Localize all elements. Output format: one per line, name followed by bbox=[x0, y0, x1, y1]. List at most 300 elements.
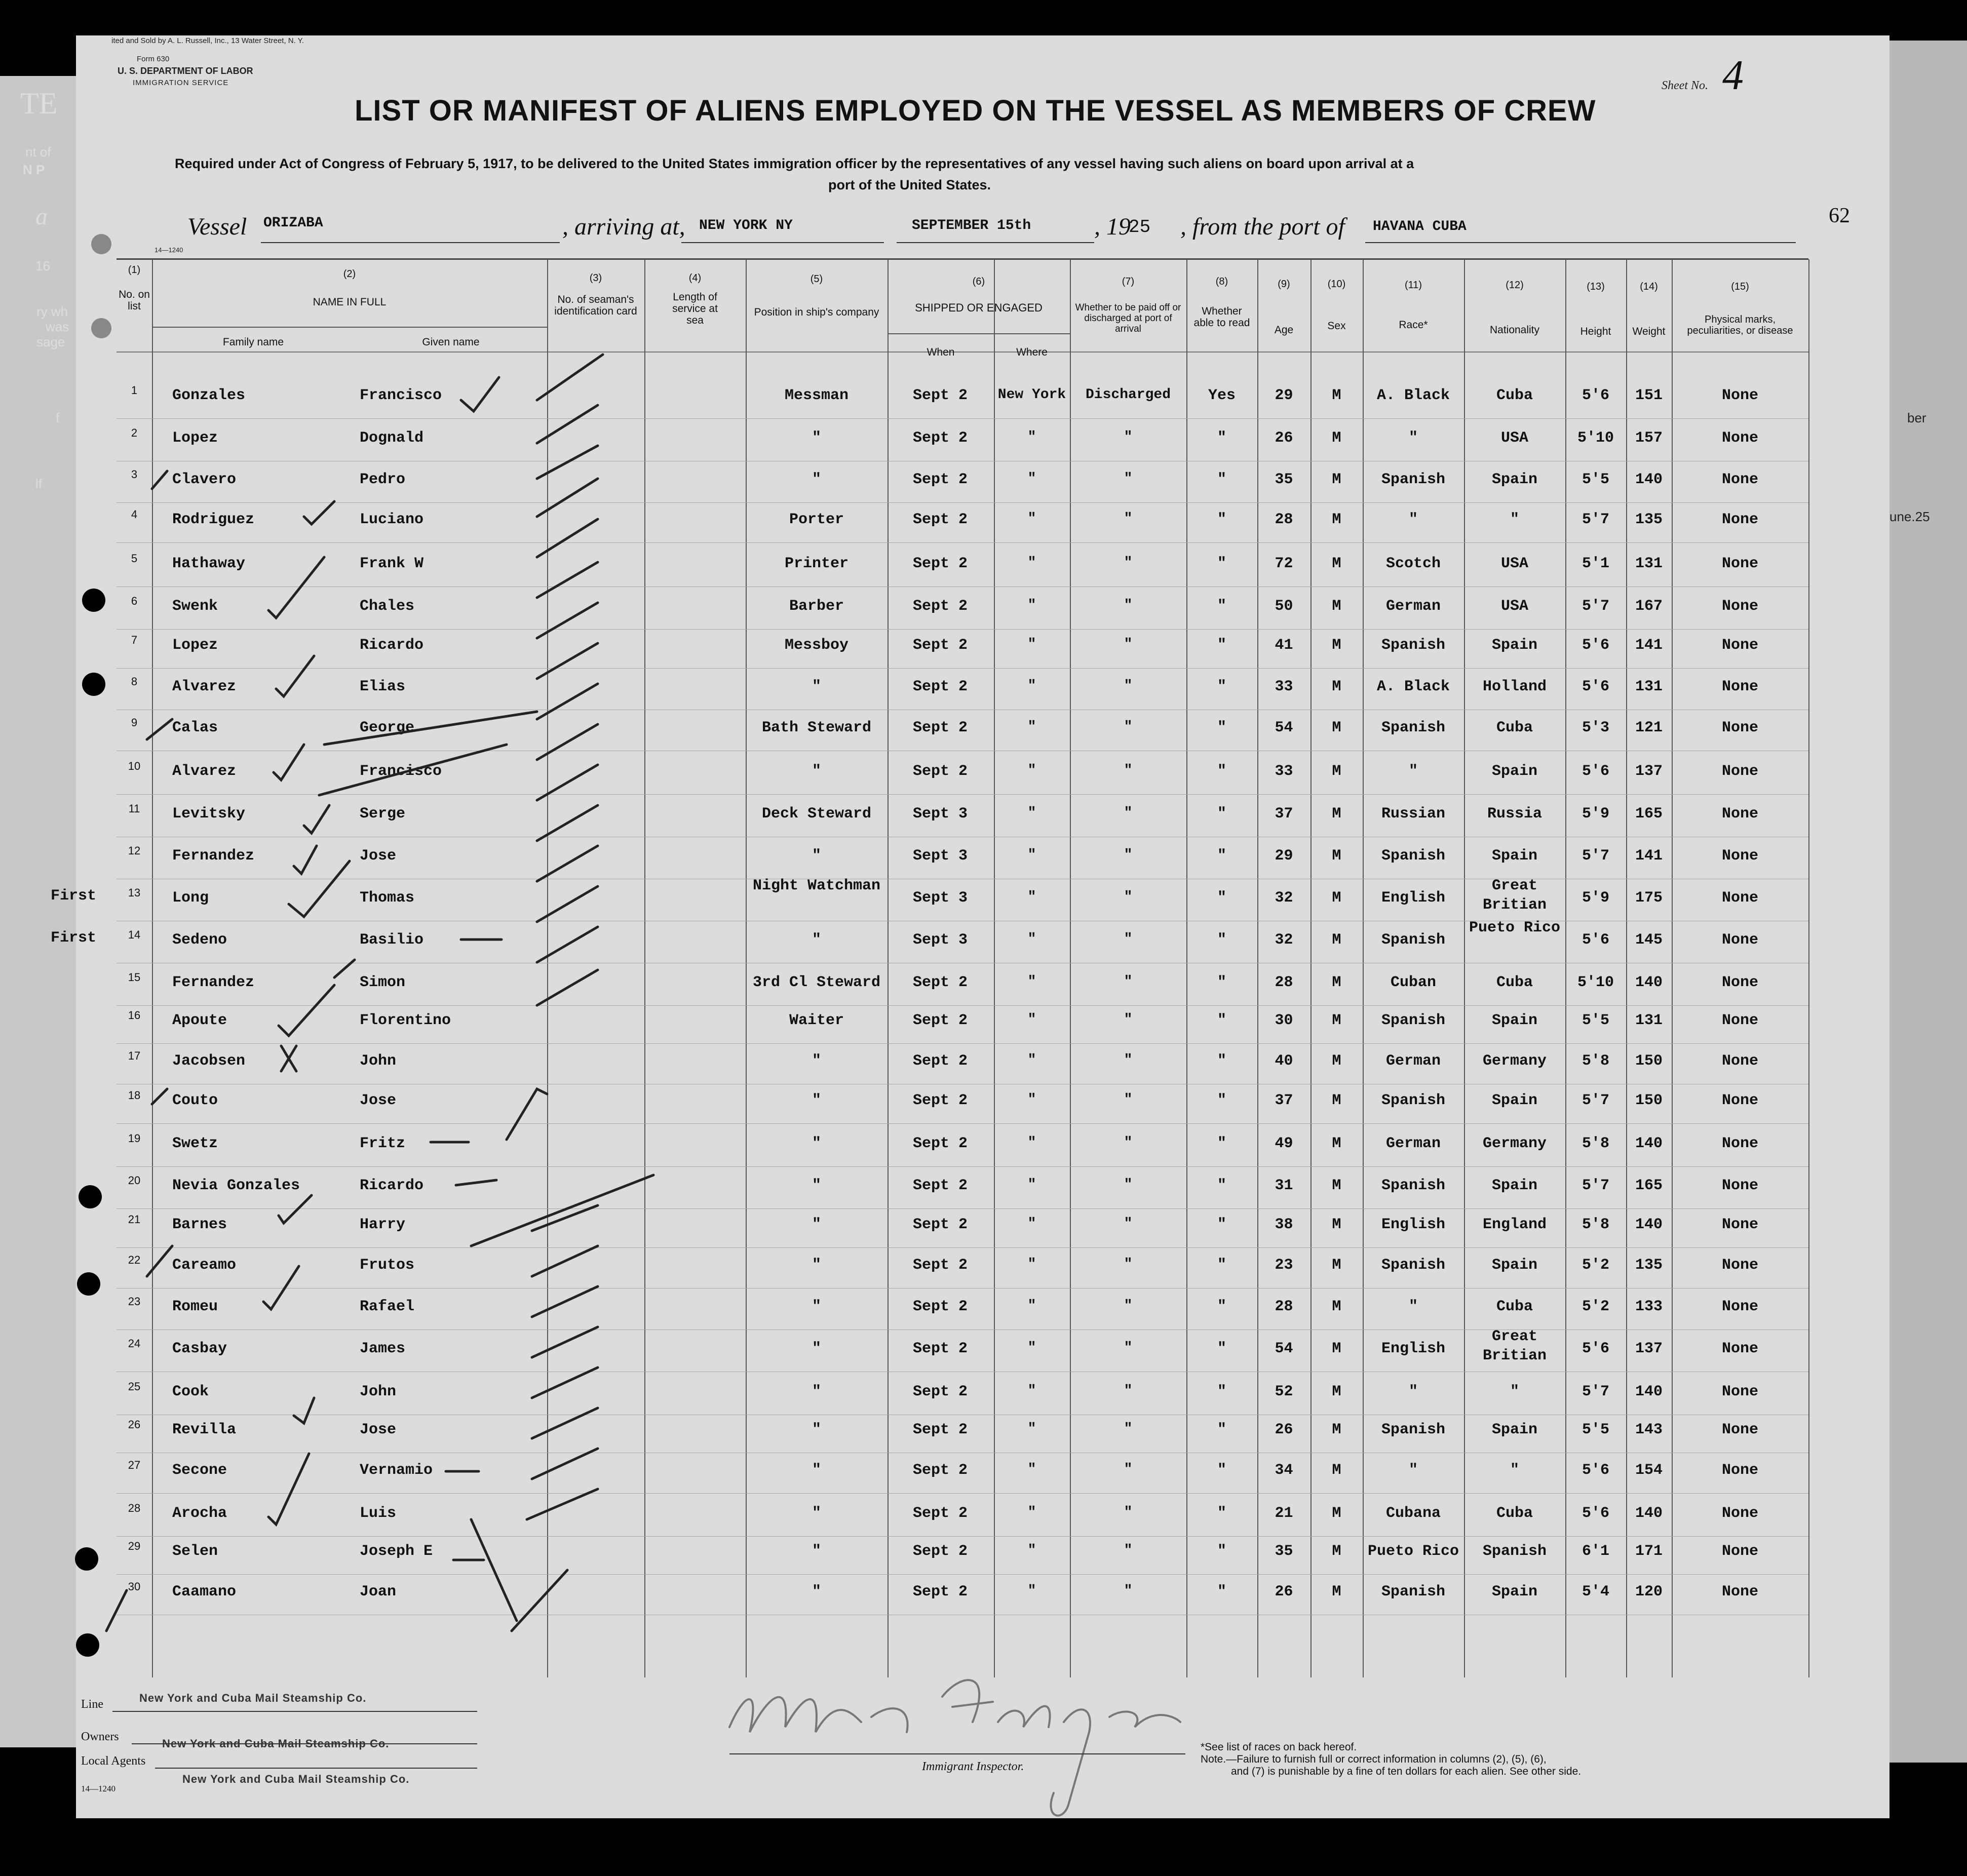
cell-where: " bbox=[1027, 678, 1036, 694]
cell-given: Harry bbox=[360, 1216, 406, 1233]
col-nationality-header: Nationality bbox=[1489, 324, 1540, 336]
cell-age: 33 bbox=[1275, 763, 1293, 780]
cell-where: " bbox=[1027, 763, 1036, 778]
cell-sex: M bbox=[1332, 1052, 1341, 1070]
cell-where: " bbox=[1027, 1340, 1036, 1356]
cell-age: 26 bbox=[1275, 1421, 1293, 1438]
cell-sex: M bbox=[1332, 1340, 1341, 1357]
cell-paid: " bbox=[1124, 1340, 1133, 1356]
cell-family: Gonzales bbox=[172, 387, 246, 404]
cell-sex: M bbox=[1332, 1177, 1341, 1194]
cell-read: " bbox=[1217, 1257, 1226, 1274]
cell-marks: None bbox=[1721, 1383, 1758, 1400]
row-number: 11 bbox=[128, 802, 140, 815]
cell-family: Couto bbox=[172, 1092, 218, 1109]
cell-race: Russian bbox=[1381, 805, 1446, 823]
row-number: 17 bbox=[128, 1049, 141, 1062]
col-physical-marks-header: Physical marks, peculiarities, or disease bbox=[1687, 314, 1793, 336]
cell-paid: " bbox=[1124, 1216, 1133, 1232]
cell-nationality: Great Britian bbox=[1482, 1328, 1547, 1364]
cell-age: 29 bbox=[1275, 387, 1293, 404]
col-race-header: Race* bbox=[1399, 319, 1428, 331]
cell-where: " bbox=[1027, 1135, 1036, 1151]
cell-position: " bbox=[812, 429, 821, 447]
underline bbox=[112, 1711, 477, 1712]
cell-given: Fritz bbox=[360, 1135, 406, 1152]
cell-given: Elias bbox=[360, 678, 406, 695]
col-height-header: Height bbox=[1580, 326, 1611, 337]
cell-read: " bbox=[1217, 889, 1226, 907]
cell-sex: M bbox=[1332, 974, 1341, 991]
cell-family: Nevia Gonzales bbox=[172, 1177, 300, 1194]
row-number: 15 bbox=[128, 971, 141, 984]
left-margin-fragment: ry wh bbox=[36, 304, 68, 319]
col-12-number: (12) bbox=[1506, 280, 1524, 291]
cell-position: Barber bbox=[789, 598, 844, 615]
check-mark bbox=[537, 765, 598, 800]
cell-nationality: Cuba bbox=[1496, 1505, 1533, 1522]
cell-family: Alvarez bbox=[172, 763, 237, 780]
underline bbox=[155, 1768, 477, 1769]
cell-race: " bbox=[1408, 763, 1418, 780]
cell-height: 5'9 bbox=[1582, 889, 1609, 907]
service-name: IMMIGRATION SERVICE bbox=[133, 79, 229, 87]
cell-marks: None bbox=[1721, 1177, 1758, 1194]
cell-read: " bbox=[1217, 511, 1226, 528]
check-mark bbox=[279, 1195, 312, 1223]
cell-sex: M bbox=[1332, 1383, 1341, 1400]
cell-race: Spanish bbox=[1381, 637, 1446, 654]
cell-paid: " bbox=[1124, 1135, 1133, 1151]
cell-paid: " bbox=[1124, 1052, 1133, 1068]
year-prefix: , 19 bbox=[1094, 213, 1131, 240]
cell-when: Sept 2 bbox=[912, 511, 968, 528]
cell-height: 5'4 bbox=[1582, 1583, 1609, 1600]
cell-race: Pueto Rico bbox=[1367, 1543, 1459, 1560]
cell-where: " bbox=[1027, 805, 1036, 821]
cell-position: Messman bbox=[784, 387, 849, 404]
cell-age: 41 bbox=[1275, 637, 1293, 654]
cell-position: " bbox=[812, 1421, 821, 1438]
row-number: 8 bbox=[131, 675, 138, 688]
check-mark bbox=[471, 1519, 517, 1621]
right-margin-fragment: ber bbox=[1907, 410, 1926, 425]
cell-read: " bbox=[1217, 1583, 1226, 1600]
cell-given: George bbox=[360, 719, 415, 736]
check-mark bbox=[537, 519, 598, 557]
check-mark bbox=[268, 557, 324, 618]
check-mark bbox=[263, 1266, 299, 1309]
cell-race: Spanish bbox=[1381, 1583, 1446, 1600]
col-4-number: (4) bbox=[688, 272, 702, 284]
cell-sex: M bbox=[1332, 1216, 1341, 1233]
cell-height: 5'8 bbox=[1582, 1216, 1609, 1233]
cell-nationality: England bbox=[1482, 1216, 1547, 1233]
cell-nationality: " bbox=[1510, 1383, 1519, 1400]
cell-marks: None bbox=[1721, 1505, 1758, 1522]
cell-position: Night Watchman bbox=[752, 877, 881, 894]
cell-race: English bbox=[1381, 889, 1446, 907]
vessel-label: Vessel bbox=[187, 213, 247, 240]
cell-age: 40 bbox=[1275, 1052, 1293, 1070]
check-mark bbox=[537, 927, 598, 962]
check-mark bbox=[152, 1089, 167, 1104]
row-number: 28 bbox=[128, 1502, 141, 1514]
cell-family: Casbay bbox=[172, 1340, 227, 1357]
cell-race: Spanish bbox=[1381, 719, 1446, 736]
cell-height: 5'8 bbox=[1582, 1052, 1609, 1070]
cell-weight: 137 bbox=[1635, 763, 1663, 780]
cell-sex: M bbox=[1332, 1257, 1341, 1274]
row-number: 1 bbox=[131, 384, 138, 397]
cell-read: " bbox=[1217, 1543, 1226, 1560]
cell-race: Spanish bbox=[1381, 1421, 1446, 1438]
agents-stamp: New York and Cuba Mail Steamship Co. bbox=[182, 1773, 410, 1785]
cell-marks: None bbox=[1721, 678, 1758, 695]
arrival-date: SEPTEMBER 15th bbox=[912, 218, 1031, 233]
row-number: 25 bbox=[128, 1380, 141, 1393]
check-mark bbox=[471, 1175, 653, 1246]
cell-where: " bbox=[1027, 1421, 1036, 1437]
left-margin-fragment: a bbox=[35, 203, 48, 230]
cell-marks: None bbox=[1721, 1421, 1758, 1438]
check-mark bbox=[304, 501, 334, 524]
cell-position: 3rd Cl Steward bbox=[752, 974, 881, 991]
cell-position: Porter bbox=[789, 511, 844, 528]
cell-family: Secone bbox=[172, 1462, 227, 1479]
cell-nationality: Spain bbox=[1491, 637, 1537, 654]
left-margin-fragment: lf bbox=[35, 476, 42, 491]
cell-race: Scotch bbox=[1385, 555, 1441, 572]
cell-read: " bbox=[1217, 637, 1226, 654]
cell-family: Romeu bbox=[172, 1298, 218, 1315]
cell-age: 32 bbox=[1275, 931, 1293, 949]
row-number: 9 bbox=[131, 716, 138, 729]
cell-family: Sedeno bbox=[172, 931, 227, 949]
right-margin-fragment: une.25 bbox=[1889, 509, 1930, 524]
cell-age: 23 bbox=[1275, 1257, 1293, 1274]
cell-position: Waiter bbox=[789, 1012, 844, 1029]
cell-height: 5'6 bbox=[1582, 931, 1609, 949]
cell-where: " bbox=[1027, 1177, 1036, 1193]
cell-read: " bbox=[1217, 598, 1226, 615]
cell-marks: None bbox=[1721, 1012, 1758, 1029]
cell-marks: None bbox=[1721, 1462, 1758, 1479]
check-mark bbox=[276, 656, 314, 696]
cell-given: Serge bbox=[360, 805, 406, 823]
cell-nationality: Pueto Rico bbox=[1469, 919, 1561, 936]
cell-given: Dognald bbox=[360, 429, 424, 447]
cell-paid: " bbox=[1124, 511, 1133, 527]
cell-race: German bbox=[1385, 1135, 1441, 1152]
cell-when: Sept 2 bbox=[912, 719, 968, 736]
cell-paid: " bbox=[1124, 1583, 1133, 1599]
cell-age: 28 bbox=[1275, 511, 1293, 528]
cell-position: " bbox=[812, 1298, 821, 1315]
line-stamp: New York and Cuba Mail Steamship Co. bbox=[139, 1692, 367, 1704]
cell-when: Sept 2 bbox=[912, 1012, 968, 1029]
cell-sex: M bbox=[1332, 1505, 1341, 1522]
cell-nationality: Germany bbox=[1482, 1052, 1547, 1070]
arrival-year: 25 bbox=[1129, 217, 1151, 238]
cell-weight: 143 bbox=[1635, 1421, 1663, 1438]
row-number: 30 bbox=[128, 1580, 141, 1593]
cell-weight: 140 bbox=[1635, 974, 1663, 991]
cell-position: " bbox=[812, 1092, 821, 1109]
cell-race: Spanish bbox=[1381, 1012, 1446, 1029]
cell-marks: None bbox=[1721, 889, 1758, 907]
cell-nationality: Russia bbox=[1487, 805, 1542, 823]
cell-given: Basilio bbox=[360, 931, 424, 949]
cell-position: Printer bbox=[784, 555, 849, 572]
cell-nationality: " bbox=[1510, 1462, 1519, 1479]
cell-height: 5'5 bbox=[1582, 1421, 1609, 1438]
footer-form-reference: 14—1240 bbox=[81, 1784, 115, 1793]
cell-race: Spanish bbox=[1381, 1257, 1446, 1274]
cell-height: 5'7 bbox=[1582, 598, 1609, 615]
cell-where: " bbox=[1027, 598, 1036, 613]
cell-where: " bbox=[1027, 931, 1036, 947]
cell-position: " bbox=[812, 1216, 821, 1233]
cell-family: Arocha bbox=[172, 1505, 227, 1522]
col-sex-header: Sex bbox=[1327, 320, 1346, 332]
cell-nationality: USA bbox=[1500, 598, 1528, 615]
cell-when: Sept 3 bbox=[912, 847, 968, 865]
row-number: 10 bbox=[128, 760, 141, 772]
cell-weight: 141 bbox=[1635, 847, 1663, 865]
cell-height: 5'6 bbox=[1582, 1505, 1609, 1522]
row-number: 18 bbox=[128, 1089, 141, 1102]
cell-sex: M bbox=[1332, 1135, 1341, 1152]
cell-paid: Discharged bbox=[1085, 387, 1171, 403]
cell-height: 6'1 bbox=[1582, 1543, 1609, 1560]
cell-position: " bbox=[812, 1505, 821, 1522]
cell-family: Fernandez bbox=[172, 847, 255, 865]
cell-position: Deck Steward bbox=[761, 805, 872, 823]
cell-given: Thomas bbox=[360, 889, 415, 907]
cell-given: Luciano bbox=[360, 511, 424, 528]
left-margin-fragment: nt of bbox=[25, 144, 51, 160]
cell-race: " bbox=[1408, 429, 1418, 447]
cell-family: Revilla bbox=[172, 1421, 237, 1438]
cell-family: Careamo bbox=[172, 1257, 237, 1274]
footer-owners-label: Owners bbox=[81, 1730, 119, 1743]
cell-given: Simon bbox=[360, 974, 406, 991]
cell-position: " bbox=[812, 471, 821, 488]
col-id-card-header: No. of seaman's identification card bbox=[554, 294, 637, 318]
cell-age: 21 bbox=[1275, 1505, 1293, 1522]
cell-read: " bbox=[1217, 805, 1226, 823]
check-mark bbox=[532, 1327, 598, 1357]
cell-position: Bath Steward bbox=[761, 719, 872, 736]
cell-nationality: Cuba bbox=[1496, 1298, 1533, 1315]
cell-weight: 171 bbox=[1635, 1543, 1663, 1560]
cell-given: James bbox=[360, 1340, 406, 1357]
cell-nationality: " bbox=[1510, 511, 1519, 528]
cell-age: 54 bbox=[1275, 1340, 1293, 1357]
cell-weight: 135 bbox=[1635, 1257, 1663, 1274]
col-5-number: (5) bbox=[810, 273, 823, 285]
cell-read: " bbox=[1217, 429, 1226, 447]
left-margin-fragment: sage bbox=[36, 334, 65, 349]
cell-read: " bbox=[1217, 1216, 1226, 1233]
departure-port: HAVANA CUBA bbox=[1373, 219, 1467, 235]
cell-nationality: Spain bbox=[1491, 471, 1537, 488]
check-mark bbox=[537, 846, 598, 881]
cell-marks: None bbox=[1721, 555, 1758, 572]
row-number: 20 bbox=[128, 1174, 141, 1187]
check-mark bbox=[304, 805, 329, 833]
cell-family: Levitsky bbox=[172, 805, 246, 823]
check-mark bbox=[532, 1246, 598, 1276]
cell-nationality: Spain bbox=[1491, 1012, 1537, 1029]
cell-weight: 151 bbox=[1635, 387, 1663, 404]
cell-marks: None bbox=[1721, 637, 1758, 654]
cell-where: " bbox=[1027, 1052, 1036, 1068]
cell-position: Messboy bbox=[784, 637, 849, 654]
cell-sex: M bbox=[1332, 1583, 1341, 1600]
cell-when: Sept 2 bbox=[912, 1583, 968, 1600]
cell-weight: 121 bbox=[1635, 719, 1663, 736]
cell-race: Spanish bbox=[1381, 931, 1446, 949]
cell-age: 35 bbox=[1275, 471, 1293, 488]
row-number: 22 bbox=[128, 1254, 141, 1266]
col-where-header: Where bbox=[1016, 346, 1048, 358]
row-number: 23 bbox=[128, 1295, 141, 1308]
cell-height: 5'6 bbox=[1582, 637, 1609, 654]
cell-marks: None bbox=[1721, 847, 1758, 865]
cell-marks: None bbox=[1721, 511, 1758, 528]
cell-weight: 135 bbox=[1635, 511, 1663, 528]
cell-weight: 131 bbox=[1635, 678, 1663, 695]
cell-family: Caamano bbox=[172, 1583, 237, 1600]
cell-given: Luis bbox=[360, 1505, 397, 1522]
cell-where: " bbox=[1027, 1216, 1036, 1232]
cell-paid: " bbox=[1124, 889, 1133, 905]
cell-given: Rafael bbox=[360, 1298, 415, 1315]
check-mark bbox=[527, 1489, 598, 1519]
cell-when: Sept 3 bbox=[912, 931, 968, 949]
cell-family: Fernandez bbox=[172, 974, 255, 991]
left-margin-fragment: f bbox=[56, 410, 60, 425]
cell-read: " bbox=[1217, 1505, 1226, 1522]
form-number: Form 630 bbox=[137, 55, 170, 63]
cell-race: A. Black bbox=[1376, 678, 1450, 695]
cell-nationality: Spain bbox=[1491, 1421, 1537, 1438]
cell-paid: " bbox=[1124, 1505, 1133, 1520]
cell-where: " bbox=[1027, 511, 1036, 527]
col-service-length-header: Length of service at sea bbox=[672, 291, 718, 327]
cell-age: 32 bbox=[1275, 889, 1293, 907]
cell-race: German bbox=[1385, 598, 1441, 615]
cell-height: 5'10 bbox=[1577, 974, 1614, 991]
cell-paid: " bbox=[1124, 1421, 1133, 1437]
col-weight-header: Weight bbox=[1632, 326, 1666, 337]
cell-sex: M bbox=[1332, 511, 1341, 528]
col-able-to-read-header: Whether able to read bbox=[1193, 305, 1250, 329]
row-number: 21 bbox=[128, 1213, 141, 1226]
cell-given: John bbox=[360, 1383, 397, 1400]
cell-where: " bbox=[1027, 429, 1036, 445]
cell-where: " bbox=[1027, 1012, 1036, 1028]
cell-paid: " bbox=[1124, 1177, 1133, 1193]
cell-height: 5'5 bbox=[1582, 471, 1609, 488]
cell-nationality: Spain bbox=[1491, 847, 1537, 865]
cell-when: Sept 2 bbox=[912, 763, 968, 780]
fine-note-line2: and (7) is punishable by a fine of ten dollars for each alien. See other side. bbox=[1231, 1766, 1582, 1777]
cell-age: 54 bbox=[1275, 719, 1293, 736]
cell-paid: " bbox=[1124, 1257, 1133, 1272]
cell-sex: M bbox=[1332, 471, 1341, 488]
left-margin-fragment: N P bbox=[23, 162, 45, 177]
row-number: 6 bbox=[131, 595, 138, 607]
row-number: 16 bbox=[128, 1009, 141, 1022]
left-margin-fragment: 16 bbox=[35, 258, 50, 273]
cell-given: Frutos bbox=[360, 1257, 415, 1274]
form-reference: 14—1240 bbox=[155, 246, 183, 254]
cell-paid: " bbox=[1124, 847, 1133, 863]
check-mark bbox=[537, 479, 598, 517]
cell-read: " bbox=[1217, 763, 1226, 780]
cell-family: Lopez bbox=[172, 429, 218, 447]
cell-age: 34 bbox=[1275, 1462, 1293, 1479]
cell-weight: 150 bbox=[1635, 1052, 1663, 1070]
cell-family: Lopez bbox=[172, 637, 218, 654]
cell-sex: M bbox=[1332, 763, 1341, 780]
requirement-text: Required under Act of Congress of February 5, 1917, to be delivered to the United States immigration officer by the representatives of any vessel having such aliens on board upon arrival at a bbox=[175, 156, 1414, 171]
cell-paid: " bbox=[1124, 931, 1133, 947]
requirement-text-line2: port of the United States. bbox=[828, 177, 991, 192]
cell-paid: " bbox=[1124, 637, 1133, 652]
check-mark bbox=[537, 446, 598, 479]
row-number: 19 bbox=[128, 1132, 141, 1145]
col-family-name-header: Family name bbox=[222, 336, 284, 348]
cell-when: Sept 2 bbox=[912, 1257, 968, 1274]
department-name: U. S. DEPARTMENT OF LABOR bbox=[118, 66, 253, 76]
vessel-name: ORIZABA bbox=[263, 215, 323, 231]
row-number: 14 bbox=[128, 928, 141, 941]
cell-family: Apoute bbox=[172, 1012, 227, 1029]
cell-where: " bbox=[1027, 1505, 1036, 1520]
cell-age: 30 bbox=[1275, 1012, 1293, 1029]
cell-sex: M bbox=[1332, 1421, 1341, 1438]
cell-nationality: Cuba bbox=[1496, 974, 1533, 991]
cell-sex: M bbox=[1332, 889, 1341, 907]
col-10-number: (10) bbox=[1327, 279, 1346, 290]
cell-age: 35 bbox=[1275, 1543, 1293, 1560]
row-number: 27 bbox=[128, 1459, 141, 1471]
col-paid-off-header: Whether to be paid off or discharged at port of arrival bbox=[1075, 302, 1181, 334]
cell-marks: None bbox=[1721, 1092, 1758, 1109]
inspector-label: Immigrant Inspector. bbox=[922, 1760, 1024, 1773]
cell-sex: M bbox=[1332, 1298, 1341, 1315]
cell-sex: M bbox=[1332, 1012, 1341, 1029]
cell-paid: " bbox=[1124, 805, 1133, 821]
check-mark bbox=[532, 1286, 598, 1317]
col-11-number: (11) bbox=[1404, 280, 1422, 291]
col-no-on-list-header: No. on list bbox=[119, 289, 150, 312]
cell-paid: " bbox=[1124, 1383, 1133, 1399]
cell-given: Joseph E bbox=[360, 1543, 433, 1560]
cell-read: " bbox=[1217, 471, 1226, 488]
cell-height: 5'10 bbox=[1577, 429, 1614, 447]
cell-paid: " bbox=[1124, 1462, 1133, 1477]
check-mark bbox=[507, 1089, 547, 1140]
cell-when: Sept 2 bbox=[912, 1383, 968, 1400]
cell-where: " bbox=[1027, 1092, 1036, 1108]
check-mark bbox=[147, 1246, 172, 1276]
cell-age: 52 bbox=[1275, 1383, 1293, 1400]
